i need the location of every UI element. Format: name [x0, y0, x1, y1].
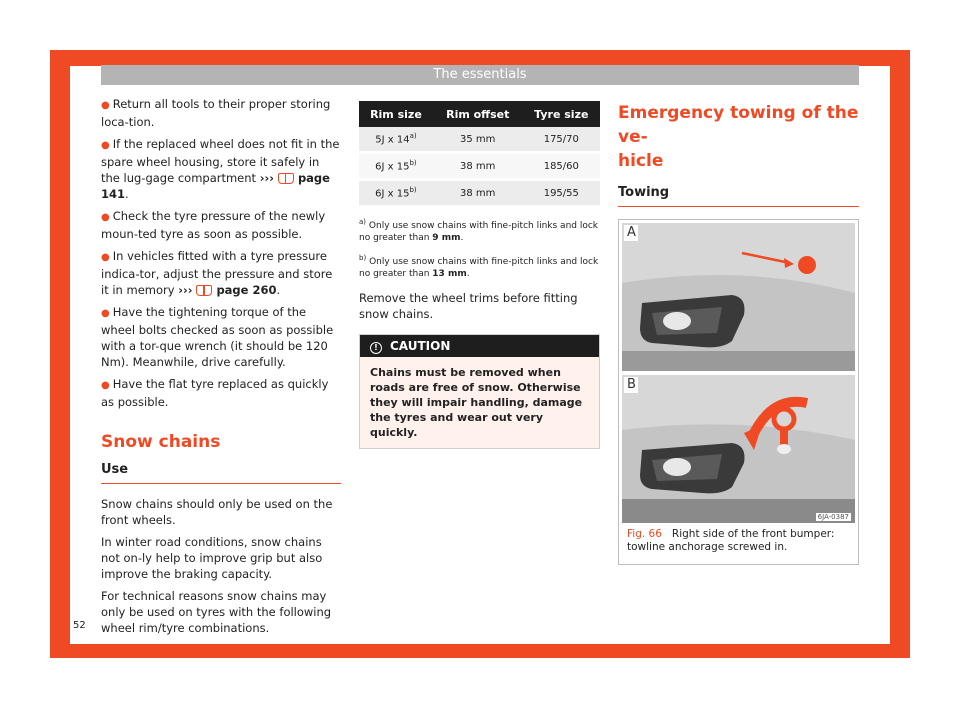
footnote: $^{a)}$ Only use snow chains with fine-pitch links and lock no greater than 9 mm. [359, 218, 599, 243]
list-item: ● Have the tightening torque of the wheel bolts checked as soon as possible with a tor-que wrench (it should be 120 Nm). Meanwhile, drive carefully. [101, 305, 334, 369]
bumper-illustration-a [622, 223, 855, 371]
table-cell: 5J x 14$^{a)}$ [359, 127, 433, 153]
book-icon [196, 285, 212, 296]
table-cell: 6J x 15$^{b)}$ [359, 153, 433, 180]
table-cell: 38 mm [433, 180, 523, 207]
figure-panel-a [622, 223, 855, 371]
book-icon [278, 173, 294, 184]
bullet-icon: ● [101, 100, 110, 111]
table-cell: 195/55 [523, 180, 600, 207]
figure-panel-b [622, 375, 855, 523]
paragraph: For technical reasons snow chains may only be used on tyres with the following wheel rim/tyre combinations. [101, 589, 332, 635]
footnote: $^{b)}$ Only use snow chains with fine-pitch links and lock no greater than 13 mm. [359, 254, 599, 279]
caution-text: Chains must be removed when roads are free of snow. Otherwise they will impair handling, damage the tyres and wear out very quickly. [370, 366, 583, 439]
note-paragraph: Remove the wheel trims before fitting snow chains. [359, 291, 578, 321]
subsection-title: Use [101, 462, 341, 484]
table-cell: 6J x 15$^{b)}$ [359, 180, 433, 207]
page-ref-link[interactable]: page 260 [216, 283, 277, 297]
list-item: ● Have the flat tyre replaced as quickly as possible. [101, 377, 329, 409]
bullet-icon: ● [101, 212, 110, 223]
figure-caption: Fig. 66 Right side of the front bumper: towline anchorage screwed in. [627, 528, 835, 553]
middle-column [359, 101, 600, 449]
page-number: 52 [73, 620, 86, 631]
ref-arrows: ››› [178, 283, 193, 297]
figure-image [622, 223, 855, 523]
list-item: ● Return all tools to their proper storing loca-tion. [101, 97, 331, 129]
table-cell: 185/60 [523, 153, 600, 180]
column-header: Tyre size [523, 101, 600, 127]
section-title: Snow chains [101, 432, 221, 452]
table-row [359, 127, 600, 153]
column-header: Rim offset [433, 101, 523, 127]
caution-box [359, 334, 600, 449]
rim-tyre-table [359, 101, 600, 208]
page-header: The essentials [101, 65, 859, 85]
caution-header: ! CAUTION [360, 335, 599, 357]
subsection-title: Towing [618, 185, 859, 207]
page-ref-link[interactable]: page 141 [101, 171, 330, 201]
table-row [359, 180, 600, 207]
bullet-icon: ● [101, 252, 110, 263]
list-item: ● In vehicles fitted with a tyre pressure indica-tor, adjust the pressure and store it in memory ››› page 260. [101, 249, 333, 297]
bumper-illustration-b [622, 375, 855, 523]
bullet-icon: ● [101, 140, 110, 151]
figure [618, 219, 859, 565]
table-header-row [359, 101, 600, 127]
figure-code: 6JA-0387 [817, 513, 849, 521]
bullet-icon: ● [101, 308, 110, 319]
paragraph: Snow chains should only be used on the front wheels. [101, 497, 333, 527]
list-item: ● Check the tyre pressure of the newly moun-ted tyre as soon as possible. [101, 209, 326, 241]
ref-arrows: ››› [259, 171, 274, 185]
bullet-icon: ● [101, 380, 110, 391]
panel-label-b: B [627, 377, 636, 392]
table-row [359, 153, 600, 180]
table-cell: 35 mm [433, 127, 523, 153]
list-item: ● If the replaced wheel does not fit in the spare wheel housing, store it safely in the lug-gage compartment ››› page 141. [101, 137, 340, 201]
section-title: Emergency towing of the ve- hicle [618, 103, 859, 171]
column-header: Rim size [359, 101, 433, 127]
table-cell: 38 mm [433, 153, 523, 180]
table-cell: 175/70 [523, 127, 600, 153]
left-column [101, 96, 341, 642]
panel-label-a: A [627, 225, 636, 240]
warning-icon: ! [370, 342, 382, 354]
paragraph: In winter road conditions, snow chains not on-ly help to improve grip but also improve the braking capacity. [101, 535, 323, 581]
right-column [618, 101, 859, 565]
